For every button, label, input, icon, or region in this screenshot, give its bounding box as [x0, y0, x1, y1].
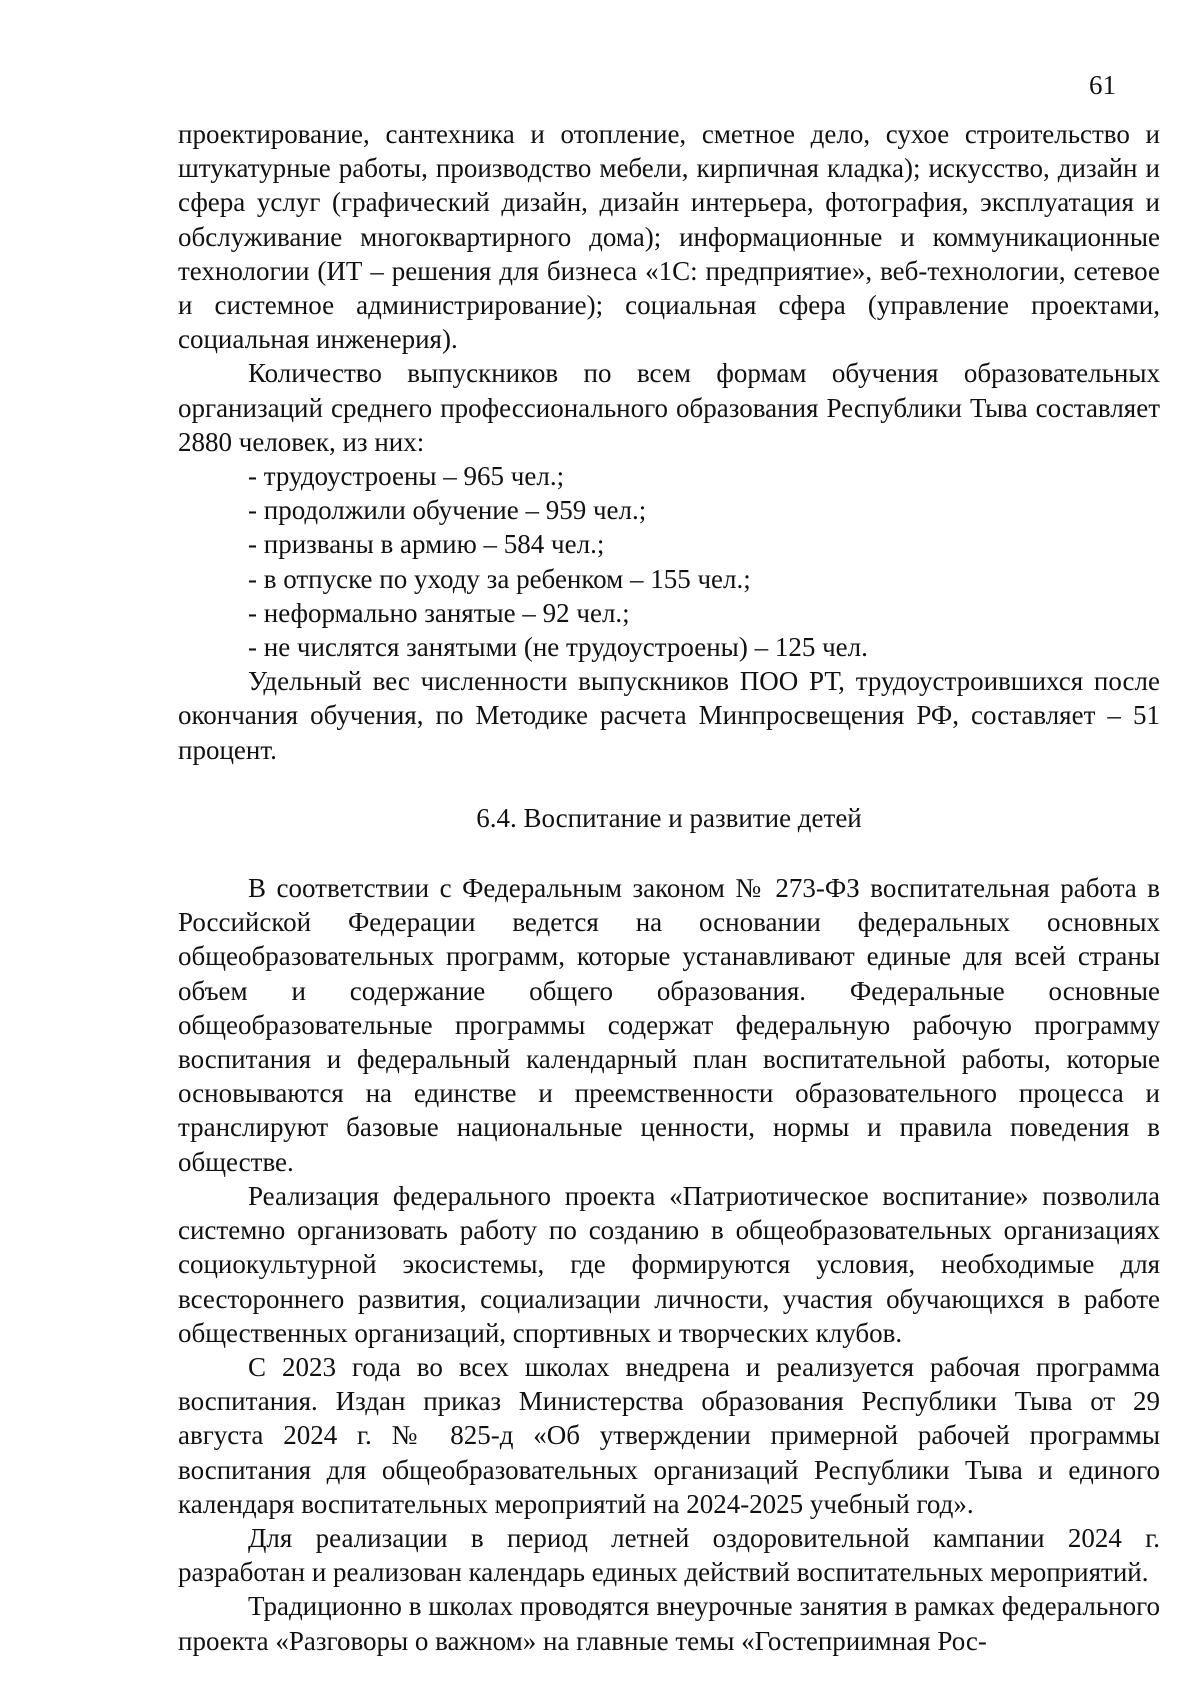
list-item: - призваны в армию – 584 чел.; [248, 529, 605, 560]
list-item: - в отпуске по уходу за ребенком – 155 чел.; [248, 563, 751, 594]
list-item: - не числятся занятыми (не трудоустроены) – 125 чел. [248, 632, 868, 663]
section-paragraph: Для реализации в период летней оздоровительной кампании 2024 г. разработан и реализован календарь единых действий воспитательных мероприятий. [178, 1522, 1160, 1588]
share-paragraph: Удельный вес численности выпускников ПОО РТ, трудоустроившихся после окончания обучения, по Методике расчета Минпросвещения РФ, составляет – 51 процент. [178, 666, 1160, 765]
list-item: - неформально занятые – 92 чел.; [248, 597, 630, 628]
section-paragraph: В соответствии с Федеральным законом № 273-ФЗ воспитательная работа в Российской Федерации ведется на основании федеральных основных общеобразовательных программ, которые устанавливают единые для всей страны объем и содержание общего образования. Федеральные основные общеобразовательные программы содержат федеральную рабочую программу воспитания и федеральный календарный план воспитательной работы, которые основываются на единстве и преемственности образовательного процесса и транслируют базовые национальные ценности, нормы и правила поведения в обществе. [178, 873, 1160, 1177]
section-heading: 6.4. Воспитание и развитие детей [476, 802, 862, 833]
graduates-list [178, 459, 1160, 664]
list-item: - трудоустроены – 965 чел.; [248, 461, 565, 492]
list-item: - продолжили обучение – 959 чел.; [248, 495, 647, 526]
graduates-paragraph: Количество выпускников по всем формам обучения образовательных организаций среднего профессионального образования Республики Тыва составляет 2880 человек, из них: [178, 358, 1160, 457]
section-paragraph: Традиционно в школах проводятся внеурочные занятия в рамках федерального проекта «Разговоры о важном» на главные темы «Гостеприимная Рос- [178, 1591, 1160, 1656]
section-paragraph: Реализация федерального проекта «Патриотическое воспитание» позволила системно организовать работу по созданию в общеобразовательных организациях социокультурной экосистемы, где формируются условия, необходимые для всестороннего развития, социализации личности, участия обучающихся в работе общественных организаций, спортивных и творческих клубов. [178, 1180, 1160, 1348]
section-paragraph: С 2023 года во всех школах внедрена и реализуется рабочая программа воспитания. Издан приказ Министерства образования Республики Тыва от 29 августа 2024 г. № 825-д «Об утверждении примерной рабочей программы воспитания для общеобразовательных организаций Республики Тыва и единого календаря воспитательных мероприятий на 2024-2025 учебный год». [178, 1351, 1160, 1519]
page-number: 61 [1089, 70, 1116, 100]
intro-paragraph: проектирование, сантехника и отопление, сметное дело, сухое строительство и штукатурные работы, производство мебели, кирпичная кладка); искусство, дизайн и сфера услуг (графический дизайн, дизайн интерьера, фотография, эксплуатация и обслуживание многоквартирного дома); информационные и коммуникационные технологии (ИТ – решения для бизнеса «1С: предприятие», веб-технологии, сетевое и системное администрирование); социальная сфера (управление проектами, социальная инженерия). [178, 119, 1160, 355]
page-body [178, 117, 1160, 1658]
